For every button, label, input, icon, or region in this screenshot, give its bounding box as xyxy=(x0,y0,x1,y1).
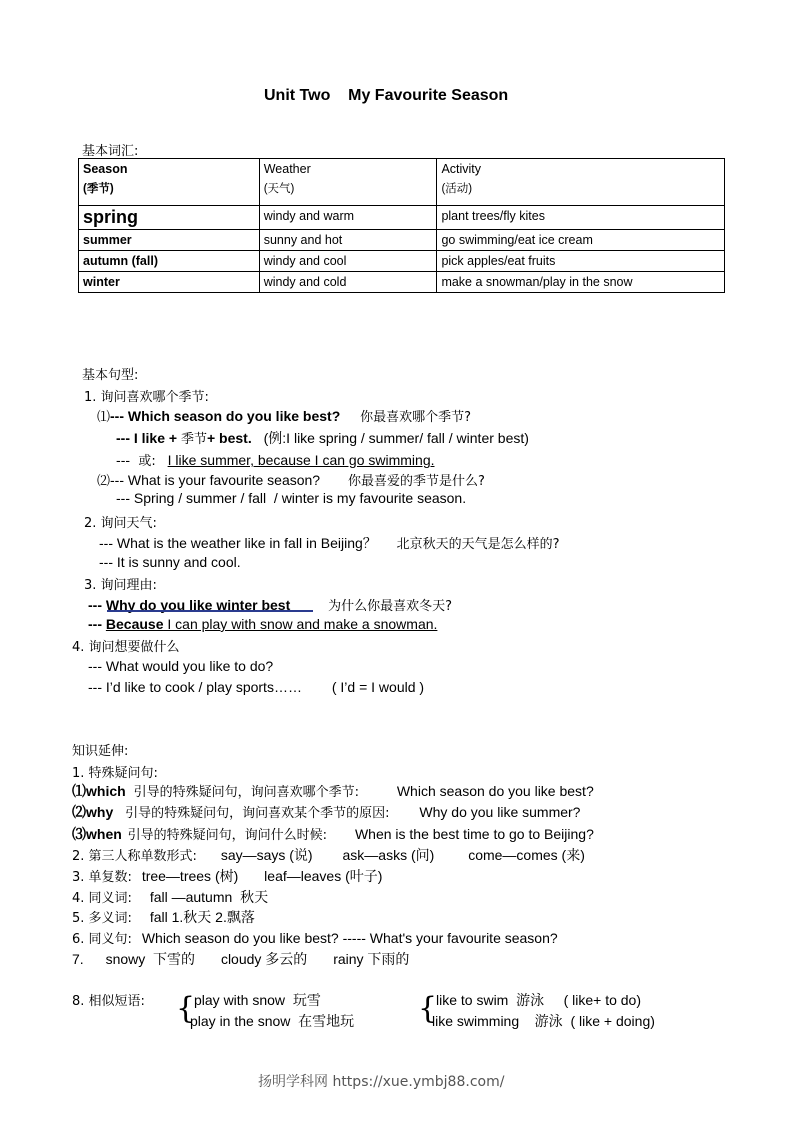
word-item: cloudy 多云的 xyxy=(220,951,308,967)
header-activity xyxy=(437,159,725,206)
knowledge-heading: 知识延伸: xyxy=(72,744,129,759)
brace-left: { xyxy=(176,991,196,1026)
sentence-zh: 你最喜爱的季节是什么? xyxy=(348,474,485,489)
footer-watermark: 扬明学科网 https://xue.ymbj88.com/ xyxy=(258,1074,505,1090)
knowledge-6 xyxy=(72,928,558,947)
keyword: ⑶when xyxy=(72,826,122,842)
sentence-note: ( I’d = I would ) xyxy=(331,679,425,695)
page-title: Unit Two My Favourite Season xyxy=(264,87,509,104)
weather-cell: windy and cool xyxy=(259,251,437,272)
item-number: ⑵ xyxy=(97,474,111,489)
sentence-4b xyxy=(88,679,424,695)
activity-cell: go swimming/eat ice cream xyxy=(437,230,725,251)
header-season xyxy=(79,159,260,206)
knowledge-8-label: 8. 相似短语: xyxy=(72,994,145,1009)
knowledge-1b xyxy=(72,802,580,822)
sentence-zh: 为什么你最喜欢冬天? xyxy=(328,599,453,614)
section-1-title: 1. 询问喜欢哪个季节: xyxy=(84,390,209,405)
word-pair: ask—asks (问) xyxy=(342,847,435,863)
brace-right: { xyxy=(418,991,438,1026)
section-4-title: 4. 询问想要做什么 xyxy=(72,640,180,655)
item-text: Which season do you like best? ----- What's your favourite season? xyxy=(141,930,558,946)
item-label: 3. 单复数: xyxy=(72,870,132,885)
knowledge-1c xyxy=(72,824,594,844)
knowledge-7 xyxy=(72,949,409,969)
item-text: fall —autumn 秋天 xyxy=(149,889,269,905)
explanation-zh: 引导的特殊疑问句，询问喜欢某个季节的原因: xyxy=(125,806,390,821)
word-item: snowy 下雪的 xyxy=(105,951,196,967)
sentence-prefix: --- xyxy=(88,597,106,613)
sentence-en: I can play with snow and make a snowman. xyxy=(163,616,438,632)
example-en: Why do you like summer? xyxy=(419,804,581,820)
sentence-3b xyxy=(88,616,437,632)
sentence-en: --- Which season do you like best? xyxy=(110,408,341,424)
table-row xyxy=(79,206,725,230)
word-item: rainy 下雨的 xyxy=(333,951,410,967)
item-label: 6. 同义句: xyxy=(72,932,132,947)
sentence-zh: 北京秋天的天气是怎么样的? xyxy=(396,537,560,552)
weather-cell: sunny and hot xyxy=(259,230,437,251)
section-3-title: 3. 询问理由: xyxy=(84,578,157,593)
sentence-2a xyxy=(99,533,560,553)
header-weather xyxy=(259,159,437,206)
sentence-en: --- I like + xyxy=(116,430,181,446)
knowledge-2 xyxy=(72,845,585,865)
vocab-table xyxy=(78,158,725,293)
weather-cell: windy and cold xyxy=(259,272,437,293)
table-row xyxy=(79,251,725,272)
item-label: 4. 同义词: xyxy=(72,891,132,906)
sentence-en: I like summer, because I can go swimming. xyxy=(167,452,435,468)
item-number: ⑴ xyxy=(97,410,111,425)
sentence-en: --- I’d like to cook / play sports…… xyxy=(88,679,302,695)
header-weather-en: Weather xyxy=(263,162,311,176)
sentence-en-bold: Because xyxy=(105,616,164,632)
weather-cell: windy and warm xyxy=(259,206,437,230)
knowledge-1a xyxy=(72,781,594,801)
keyword: ⑵why xyxy=(72,804,114,820)
table-row xyxy=(79,272,725,293)
item-label: 2. 第三人称单数形式: xyxy=(72,849,197,864)
phrase-like-to-swim: like to swim 游泳 ( like+ to do) xyxy=(436,992,641,1008)
sentence-1a xyxy=(97,406,471,425)
activity-cell: pick apples/eat fruits xyxy=(437,251,725,272)
item-label: 7. xyxy=(72,951,84,967)
sentence-en: Why do you like winter best xyxy=(105,597,291,613)
section-2-title: 2. 询问天气: xyxy=(84,516,157,531)
vocab-heading: 基本词汇: xyxy=(82,144,139,159)
knowledge-3 xyxy=(72,866,382,886)
sentence-en: --- What is your favourite season? xyxy=(110,472,321,488)
activity-cell: make a snowman/play in the snow xyxy=(437,272,725,293)
sentences-heading: 基本句型: xyxy=(82,368,139,383)
season-cell: spring xyxy=(79,206,260,230)
phrase-play-with-snow: play with snow 玩雪 xyxy=(194,992,321,1008)
explanation-zh: 引导的特殊疑问句，询问喜欢哪个季节: xyxy=(133,785,359,800)
sentence-4a: --- What would you like to do? xyxy=(88,658,274,674)
table-header-row xyxy=(79,159,725,206)
sentence-2b: --- It is sunny and cool. xyxy=(99,554,241,570)
keyword: ⑴which xyxy=(72,783,126,799)
word-pair: tree—trees (树) xyxy=(141,868,239,884)
season-cell: winter xyxy=(79,272,260,293)
word-pair: leaf—leaves (叶子) xyxy=(264,868,383,884)
knowledge-1-title: 1. 特殊疑问句: xyxy=(72,766,158,781)
sentence-zh: 季节 xyxy=(180,432,207,447)
sentence-prefix: --- xyxy=(88,616,106,632)
item-label: 5. 多义词: xyxy=(72,911,132,926)
season-cell: summer xyxy=(79,230,260,251)
knowledge-4 xyxy=(72,887,268,907)
example-en: Which season do you like best? xyxy=(396,783,594,799)
sentence-1c xyxy=(116,450,435,469)
example-en: When is the best time to go to Beijing? xyxy=(354,826,594,842)
header-activity-en: Activity xyxy=(441,162,482,176)
knowledge-5 xyxy=(72,907,255,927)
header-season-zh: (季节) xyxy=(83,183,114,195)
underline-mark xyxy=(107,610,313,612)
sentence-example: (例:I like spring / summer/ fall / winter best) xyxy=(263,430,529,446)
word-pair: come—comes (来) xyxy=(468,847,585,863)
phrase-play-in-snow: play in the snow 在雪地玩 xyxy=(190,1013,355,1029)
table-row xyxy=(79,230,725,251)
sentence-en-end: + best. xyxy=(206,430,252,446)
header-weather-zh: (天气) xyxy=(263,183,295,195)
phrase-like-swimming: like swimming 游泳 ( like + doing) xyxy=(432,1013,655,1029)
header-season-en: Season xyxy=(83,162,128,176)
sentence-zh: 你最喜欢哪个季节? xyxy=(360,410,472,425)
sentence-1b xyxy=(116,428,529,448)
item-text: fall 1.秋天 2.飘落 xyxy=(149,909,255,925)
sentence-1d xyxy=(97,470,485,489)
sentence-en: --- What is the weather like in fall in Beijing？ xyxy=(99,535,377,551)
activity-cell: plant trees/fly kites xyxy=(437,206,725,230)
sentence-prefix: --- 或: xyxy=(116,454,156,469)
word-pair: say—says (说) xyxy=(220,847,313,863)
sentence-1e: --- Spring / summer / fall / winter is my favourite season. xyxy=(116,490,467,506)
explanation-zh: 引导的特殊疑问句，询问什么时候: xyxy=(127,828,328,843)
header-activity-zh: (活动) xyxy=(441,183,473,195)
season-cell: autumn (fall) xyxy=(79,251,260,272)
